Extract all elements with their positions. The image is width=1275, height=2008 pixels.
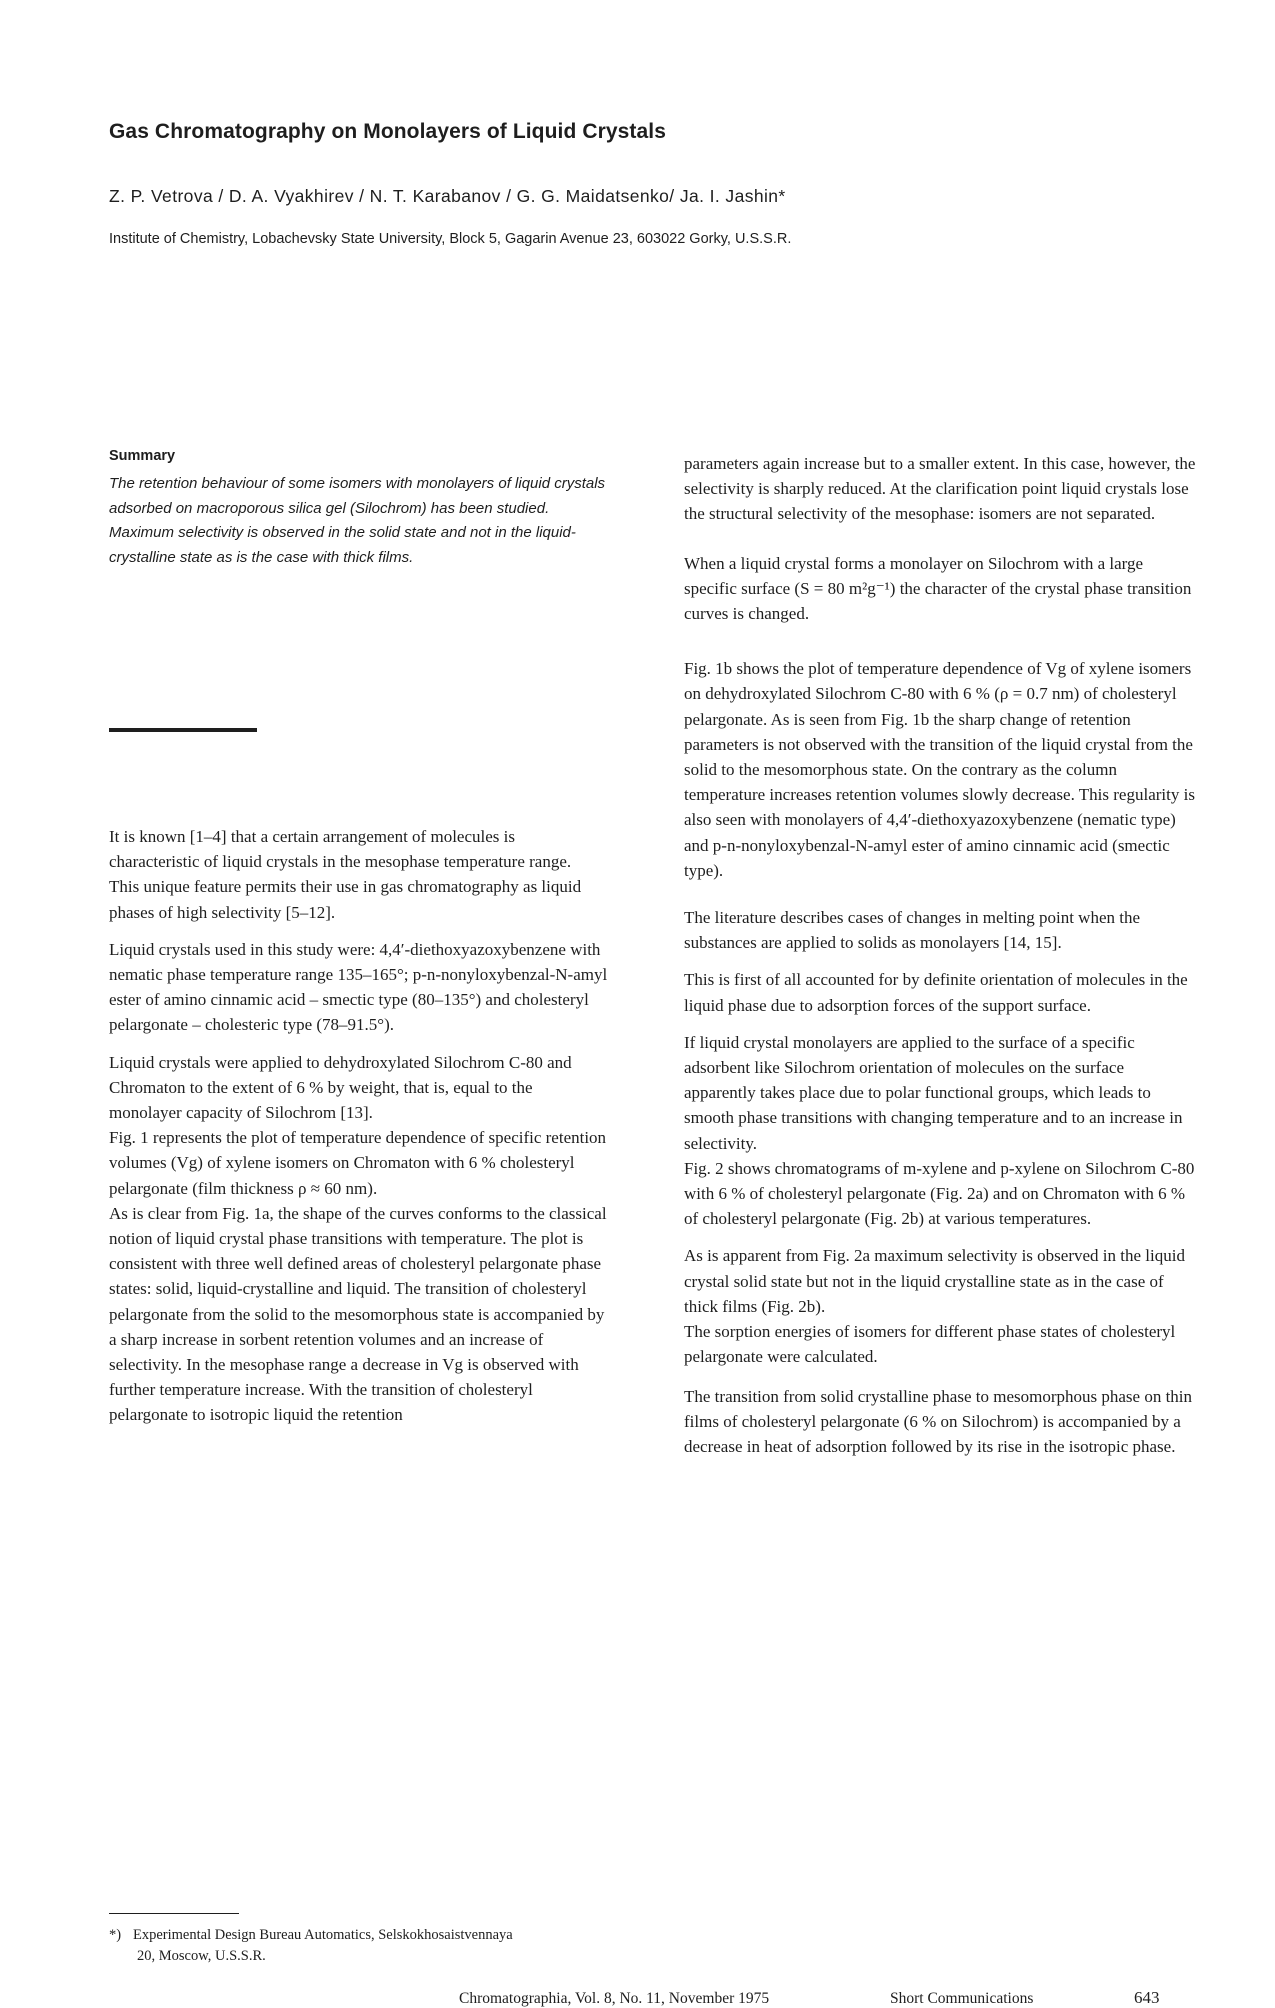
paragraph: As is apparent from Fig. 2a maximum selectivity is observed in the liquid crystal solid state but not in the liquid crystalline state as in the case of thick films (Fig. 2b). — [684, 1246, 1185, 1316]
author-list: Z. P. Vetrova / D. A. Vyakhirev / N. T. Karabanov / G. G. Maidatsenko/ Ja. I. Jashin* — [109, 186, 786, 206]
paragraph: Liquid crystals were applied to dehydroxylated Silochrom C-80 and Chromaton to the extent of 6 % by weight, that is, equal to the monolayer capacity of Silochrom [13]. — [109, 1052, 572, 1123]
right-column — [684, 451, 1199, 1459]
footnote-text: Experimental Design Bureau Automatics, Selskokhosaistvennaya — [133, 1927, 513, 1943]
page-number: 643 — [1134, 1988, 1160, 2007]
paragraph: Liquid crystals used in this study were: 4,4′-diethoxyazoxybenzene with nematic phase temperature range 135–165°; p-n-nonyloxybenzal-N-amyl ester of amino cinnamic acid – smectic type (80–135°) and cholesteryl pelargonate – cholesteric type (78–91.5°). — [109, 939, 608, 1035]
paragraph: The sorption energies of isomers for different phase states of cholesteryl pelargonate were calculated. — [684, 1322, 1176, 1367]
footnote — [109, 1925, 629, 1967]
paragraph: It is known [1–4] that a certain arrangement of molecules is characteristic of liquid crystals in the mesophase temperature range. — [109, 827, 572, 872]
affiliation: Institute of Chemistry, Lobachevsky State University, Block 5, Gagarin Avenue 23, 603022 Gorky, U.S.S.R. — [109, 231, 792, 247]
paragraph: parameters again increase but to a smaller extent. In this case, however, the selectivity is sharply reduced. At the clarification point liquid crystals lose the structural selectivity of the mesophase: isomers are not separated. — [684, 454, 1196, 524]
summary-text: The retention behaviour of some isomers with monolayers of liquid crystals adsorbed on macroporous silica gel (Silochrom) has been studied. Maximum selectivity is observed in the solid state and not in the liquid-crystalline state as is the case with thick films. — [109, 475, 606, 566]
footnote-mark: *) — [109, 1927, 122, 1943]
paragraph: Fig. 1 represents the plot of temperature dependence of specific retention volumes (Vg) of xylene isomers on Chromaton with 6 % cholesteryl pelargonate (film thickness ρ ≈ 60 nm). — [109, 1128, 607, 1198]
section-divider — [109, 728, 257, 732]
paragraph: When a liquid crystal forms a monolayer on Silochrom with a large specific surface (S = 80 m²g⁻¹) the character of the crystal phase transition curves is changed. — [684, 553, 1192, 624]
left-column — [109, 824, 609, 1428]
paragraph: This unique feature permits their use in gas chromatography as liquid phases of high selectivity [5–12]. — [109, 877, 582, 922]
summary-heading: Summary — [109, 448, 176, 464]
paragraph: Fig. 2 shows chromatograms of m-xylene and p-xylene on Silochrom C-80 with 6 % of cholesteryl pelargonate (Fig. 2a) and on Chromaton with 6 % of cholesteryl pelargonate (Fig. 2b) at various temperatures. — [684, 1158, 1195, 1229]
footnote-text: 20, Moscow, U.S.S.R. — [137, 1948, 266, 1964]
paragraph: The literature describes cases of changes in melting point when the substances are applied to solids as monolayers [14, 15]. — [684, 908, 1141, 953]
paragraph: As is clear from Fig. 1a, the shape of the curves conforms to the classical notion of liquid crystal phase transitions with temperature. The plot is consistent with three well defined areas of cholesteryl pelargonate phase states: solid, liquid-crystalline and liquid. The transition of cholesteryl pelargonate from the solid to the mesomorphous state is accompanied by a sharp increase in sorbent retention volumes and an increase of selectivity. In the mesophase range a decrease in Vg is observed with further temperature increase. With the transition of cholesteryl pelargonate to isotropic liquid the retention — [109, 1203, 607, 1425]
paragraph: The transition from solid crystalline phase to mesomorphous phase on thin films of cholesteryl pelargonate (6 % on Silochrom) is accompanied by a decrease in heat of adsorption followed by its rise in the isotropic phase. — [684, 1386, 1193, 1456]
journal-citation: Chromatographia, Vol. 8, No. 11, November 1975 — [459, 1990, 770, 2007]
article-title: Gas Chromatography on Monolayers of Liquid Crystals — [109, 120, 667, 143]
paragraph: If liquid crystal monolayers are applied to the surface of a specific adsorbent like Silochrom orientation of molecules on the surface apparently takes place due to polar functional groups, which leads to smooth phase transitions with changing temperature and to an increase in selectivity. — [684, 1032, 1183, 1153]
paragraph: This is first of all accounted for by definite orientation of molecules in the liquid phase due to adsorption forces of the support surface. — [684, 970, 1188, 1015]
footnote-rule — [109, 1913, 239, 1914]
paragraph: Fig. 1b shows the plot of temperature dependence of Vg of xylene isomers on dehydroxylated Silochrom C-80 with 6 % (ρ = 0.7 nm) of cholesteryl pelargonate. As is seen from Fig. 1b the sharp change of retention parameters is not observed with the transition of the liquid crystal from the solid to the mesomorphous state. On the contrary as the column temperature increases retention volumes slowly decrease. This regularity is also seen with monolayers of 4,4′-diethoxyazoxybenzene (nematic type) and p-n-nonyloxybenzal-N-amyl ester of amino cinnamic acid (smectic type). — [684, 659, 1195, 880]
section-label: Short Communications — [890, 1990, 1034, 2007]
